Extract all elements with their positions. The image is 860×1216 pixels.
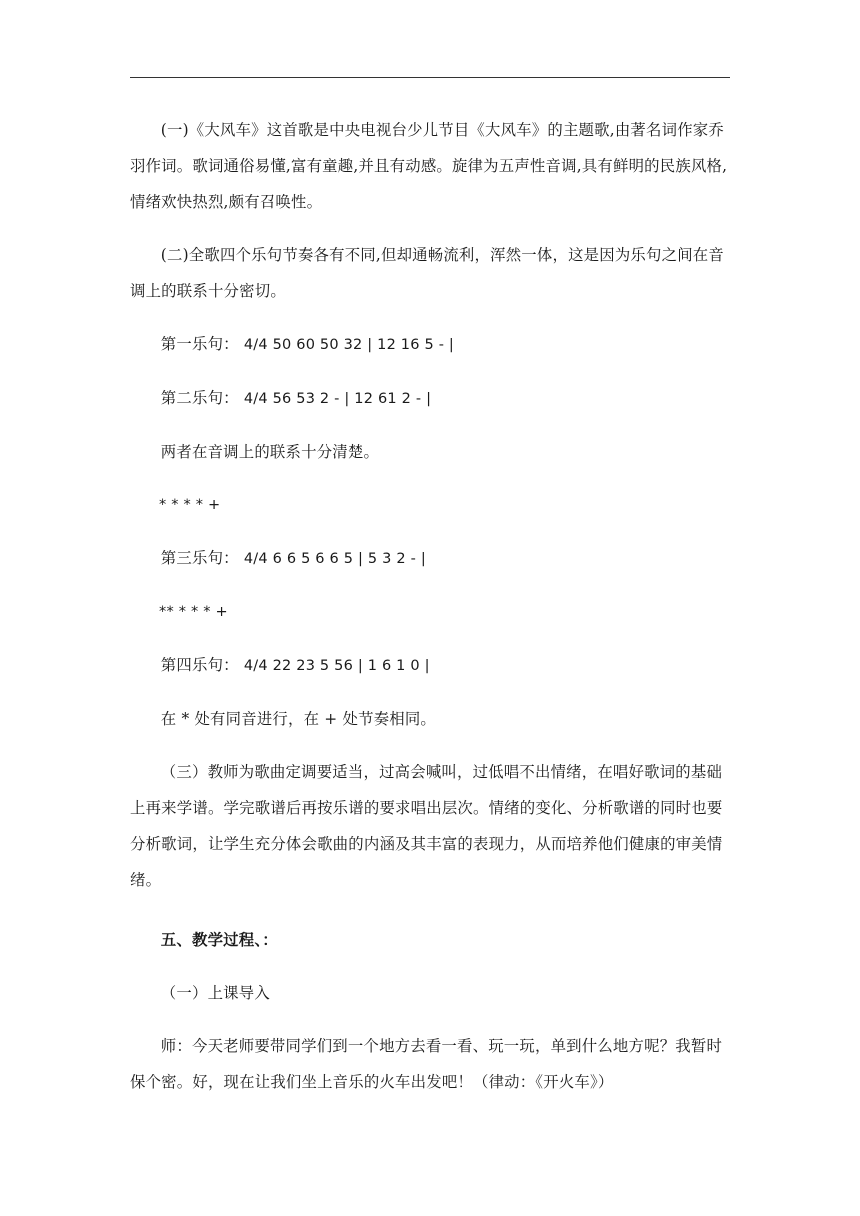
phrase-2-notation: 4/4 56 53 2 - | 12 61 2 - | [243, 391, 432, 407]
phrase-marks-2: ** * * * + [159, 604, 228, 620]
paragraph-teacher-intro: 师：今天老师要带同学们到一个地方去看一看、玩一玩，单到什么地方呢？我暂时保个密。好，现在让我们坐上音乐的火车出发吧！（律动：《开火车》） [130, 1037, 723, 1091]
phrase-3-notation: 4/4 6 6 5 6 6 5 | 5 3 2 - | [243, 551, 426, 567]
phrase-3-label: 第三乐句： [160, 549, 239, 567]
document-body [130, 112, 730, 1100]
paragraph-song-intro: (一)《大风车》这首歌是中央电视台少儿节目《大风车》的主题歌,由著名词作家乔羽作词。歌词通俗易懂,富有童趣,并且有动感。旋律为五声性音调,具有鲜明的民族风格,情绪欢快热烈,颇有召唤性。 [130, 121, 728, 211]
phrase-note: 在 * 处有同音进行，在 + 处节奏相同。 [160, 710, 437, 728]
phrase-3 [130, 540, 730, 577]
phrase-2-label: 第二乐句： [160, 389, 239, 407]
phrase-2 [130, 380, 730, 417]
teaching-process-heading: 五、教学过程、： [160, 931, 278, 949]
phrase-1-notation: 4/4 50 60 50 32 | 12 16 5 - | [243, 337, 455, 353]
phrase-1 [130, 326, 730, 363]
lesson-intro-subheading: （一）上课导入 [160, 984, 270, 1002]
phrase-1-label: 第一乐句： [160, 335, 239, 353]
header-rule [130, 77, 730, 78]
phrase-comment: 两者在音调上的联系十分清楚。 [160, 443, 380, 461]
phrase-marks-1: * * * * + [159, 497, 221, 513]
phrase-4 [130, 647, 730, 684]
paragraph-key-setting: （三）教师为歌曲定调要适当，过高会喊叫，过低唱不出情绪，在唱好歌词的基础上再来学谱。学完歌谱后再按乐谱的要求唱出层次。情绪的变化、分析歌谱的同时也要分析歌词，让学生充分体会歌曲的内涵及其丰富的表现力，从而培养他们健康的审美情绪。 [130, 763, 723, 889]
phrase-4-notation: 4/4 22 23 5 56 | 1 6 1 0 | [243, 658, 430, 674]
paragraph-phrase-rhythm: (二)全歌四个乐句节奏各有不同,但却通畅流利，浑然一体，这是因为乐句之间在音调上的联系十分密切。 [130, 246, 724, 300]
phrase-4-label: 第四乐句： [160, 656, 239, 674]
